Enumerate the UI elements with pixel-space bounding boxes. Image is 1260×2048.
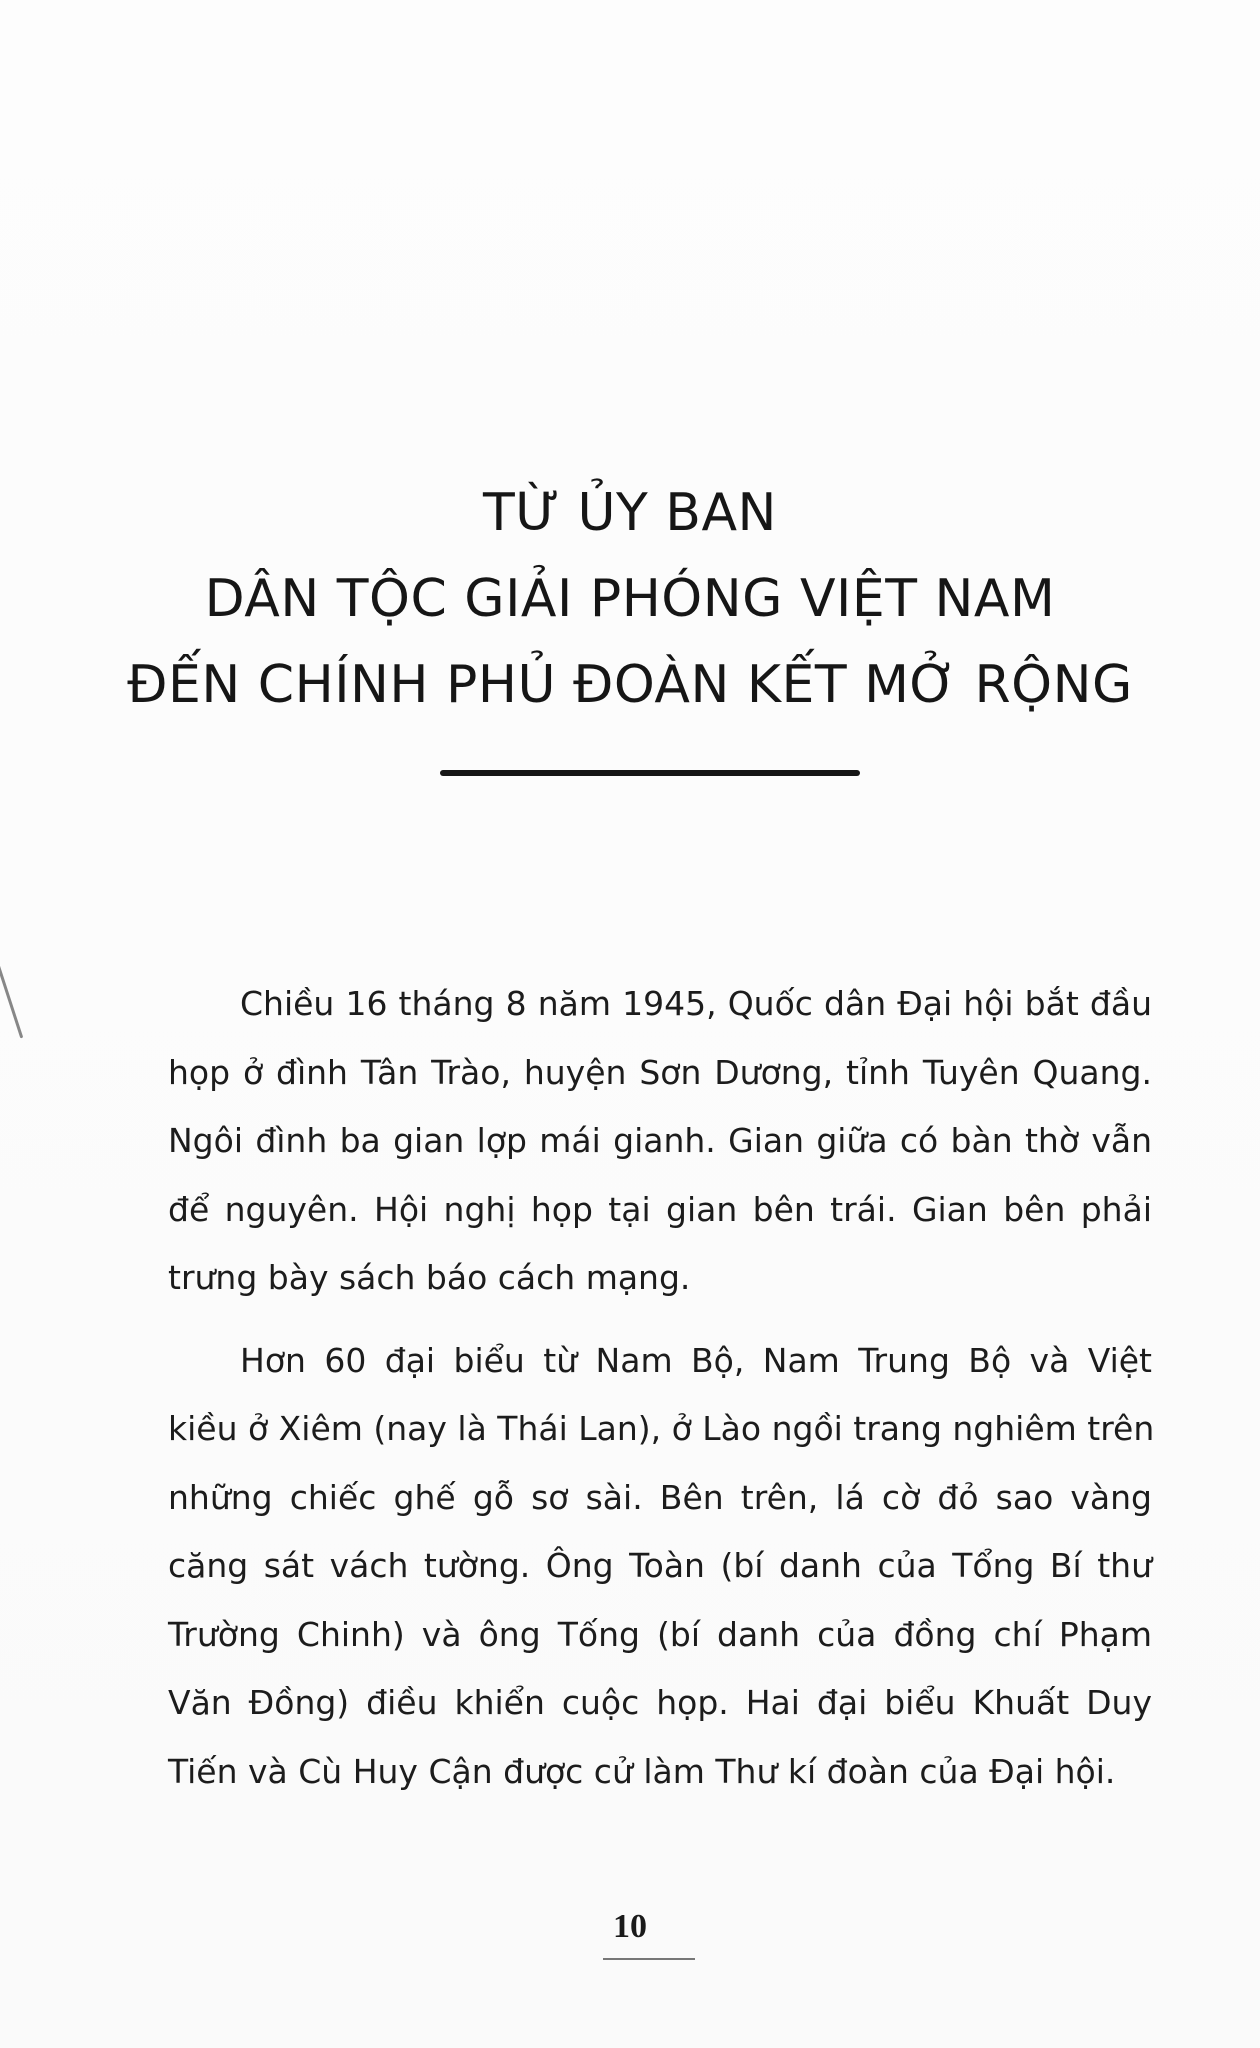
page-number-underline bbox=[603, 1958, 695, 1960]
paragraph-line: Hơn 60 đại biểu từ Nam Bộ, Nam Trung Bộ và Việt bbox=[240, 1340, 1152, 1380]
page-number: 10 bbox=[613, 1908, 647, 1945]
paragraph-line: Tiến và Cù Huy Cận được cử làm Thư kí đoàn của Đại hội. bbox=[168, 1751, 1116, 1791]
paragraph-line: Chiều 16 tháng 8 năm 1945, Quốc dân Đại hội bắt đầu bbox=[240, 984, 1152, 1023]
paragraph-line: để nguyên. Hội nghị họp tại gian bên trái. Gian bên phải bbox=[168, 1189, 1152, 1229]
chapter-title-line-1: TỪ ỦY BAN bbox=[483, 483, 777, 543]
chapter-title-line-3: ĐẾN CHÍNH PHỦ ĐOÀN KẾT MỞ RỘNG bbox=[127, 655, 1133, 715]
paragraph-1 bbox=[168, 970, 1152, 1313]
paragraph-line: những chiếc ghế gỗ sơ sài. Bên trên, lá cờ đỏ sao vàng bbox=[168, 1477, 1152, 1517]
page-edge-mark bbox=[0, 961, 23, 1038]
paragraph-line: họp ở đình Tân Trào, huyện Sơn Dương, tỉnh Tuyên Quang. bbox=[168, 1052, 1152, 1092]
chapter-title-line-2: DÂN TỘC GIẢI PHÓNG VIỆT NAM bbox=[204, 569, 1056, 629]
paragraph-line: trưng bày sách báo cách mạng. bbox=[168, 1258, 691, 1297]
paragraph-line: kiều ở Xiêm (nay là Thái Lan), ở Lào ngồi trang nghiêm trên bbox=[168, 1409, 1155, 1448]
title-divider bbox=[440, 770, 860, 776]
paragraph-2 bbox=[168, 1327, 1155, 1807]
paragraph-line: Ngôi đình ba gian lợp mái gianh. Gian giữa có bàn thờ vẫn bbox=[168, 1121, 1152, 1160]
body-text bbox=[168, 970, 1155, 1820]
paragraph-line: căng sát vách tường. Ông Toàn (bí danh của Tổng Bí thư bbox=[168, 1546, 1152, 1585]
paragraph-line: Trường Chinh) và ông Tống (bí danh của đồng chí Phạm bbox=[168, 1614, 1152, 1654]
paragraph-line: Văn Đồng) điều khiển cuộc họp. Hai đại biểu Khuất Duy bbox=[168, 1683, 1152, 1722]
chapter-title bbox=[0, 470, 1260, 728]
